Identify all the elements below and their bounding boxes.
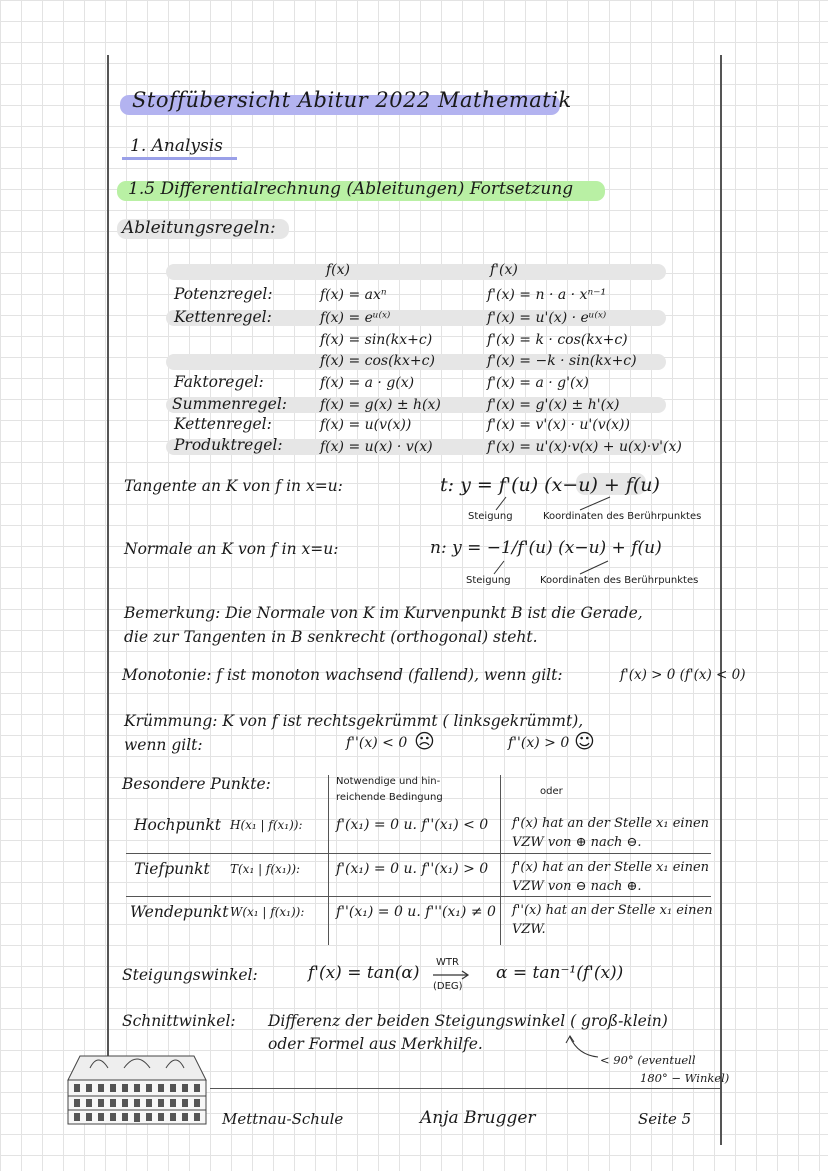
point-name: Hochpunkt bbox=[134, 816, 222, 834]
kruemmung-line2: wenn gilt: bbox=[124, 736, 203, 754]
steigungswinkel-arrow-bottom: (DEG) bbox=[433, 981, 463, 992]
kruemmung-cond-left: f''(x) > 0 bbox=[508, 735, 570, 751]
footer-school: Mettnau-Schule bbox=[222, 1110, 344, 1128]
point-cond: f''(x₁) = 0 u. f'''(x₁) ≠ 0 bbox=[336, 904, 496, 920]
point-alt2: VZW von ⊖ nach ⊕. bbox=[512, 879, 642, 894]
monotonie-text: Monotonie: f ist monoton wachsend (fallend), wenn gilt: bbox=[122, 666, 563, 684]
subsection-heading: 1.5 Differentialrechnung (Ableitungen) Fortsetzung bbox=[128, 179, 574, 199]
point-alt2: VZW. bbox=[512, 922, 546, 937]
arrow-right-icon bbox=[431, 970, 471, 980]
normale-formula: n: y = −1/f'(u) (x−u) + f(u) bbox=[430, 538, 662, 558]
point-coord: H(x₁ | f(x₁)): bbox=[230, 818, 303, 832]
rule-f: f(x) = cos(kx+c) bbox=[320, 353, 435, 369]
point-alt2: VZW von ⊕ nach ⊖. bbox=[512, 835, 642, 850]
point-alt1: f'(x) hat an der Stelle x₁ einen bbox=[512, 816, 710, 831]
rule-f: f(x) = a · g(x) bbox=[320, 375, 415, 391]
schnittwinkel-line2: oder Formel aus Merkhilfe. bbox=[268, 1035, 483, 1053]
tangente-label: Tangente an K von f in x=u: bbox=[124, 477, 343, 495]
rule-f: f(x) = u(x) · v(x) bbox=[320, 439, 433, 455]
punkte-col-notw-1: Notwendige und hin- bbox=[336, 776, 441, 787]
schnittwinkel-arrow bbox=[562, 1033, 602, 1061]
rule-fprime: f'(x) = k · cos(kx+c) bbox=[487, 332, 628, 348]
point-name: Tiefpunkt bbox=[134, 860, 210, 878]
page-title: Stoffübersicht Abitur 2022 Mathematik bbox=[132, 88, 572, 112]
section-heading: 1. Analysis bbox=[130, 136, 223, 156]
schnittwinkel-note1: < 90° (eventuell bbox=[600, 1053, 696, 1067]
rule-f: f(x) = sin(kx+c) bbox=[320, 332, 433, 348]
schnittwinkel-note2: 180° − Winkel) bbox=[640, 1071, 730, 1085]
rules-heading: Ableitungsregeln: bbox=[122, 218, 276, 238]
sad-face-icon: ☹ bbox=[414, 729, 435, 753]
rules-col-f: f(x) bbox=[326, 262, 351, 278]
rule-fprime: f'(x) = u'(x) · eᵘ⁽ˣ⁾ bbox=[487, 310, 607, 326]
rule-fprime: f'(x) = n · a · xⁿ⁻¹ bbox=[487, 287, 607, 303]
rule-fprime: f'(x) = u'(x)·v(x) + u(x)·v'(x) bbox=[487, 439, 682, 455]
right-margin-line bbox=[720, 55, 722, 1145]
bemerkung-line2: die zur Tangenten in B senkrecht (orthogonal) steht. bbox=[124, 628, 538, 646]
point-alt1: f''(x) hat an der Stelle x₁ einen bbox=[512, 903, 713, 918]
table-col-line-1 bbox=[328, 775, 329, 945]
section-underline bbox=[122, 157, 237, 160]
normale-note-slope: Steigung bbox=[466, 575, 511, 586]
footer-line bbox=[210, 1088, 720, 1089]
point-cond: f'(x₁) = 0 u. f''(x₁) > 0 bbox=[336, 861, 489, 877]
happy-face-icon: ☺ bbox=[574, 729, 595, 753]
rule-name: Kettenregel: bbox=[174, 415, 272, 433]
rule-f: f(x) = axⁿ bbox=[320, 287, 387, 303]
tangente-note-point: Koordinaten des Berührpunktes bbox=[543, 511, 702, 522]
rules-header-highlight bbox=[166, 264, 666, 280]
point-coord: T(x₁ | f(x₁)): bbox=[230, 862, 301, 876]
point-coord: W(x₁ | f(x₁)): bbox=[230, 905, 305, 919]
tangente-arrows bbox=[470, 494, 640, 512]
point-alt1: f'(x) hat an der Stelle x₁ einen bbox=[512, 860, 710, 875]
punkte-heading: Besondere Punkte: bbox=[122, 775, 271, 793]
steigungswinkel-label: Steigungswinkel: bbox=[122, 966, 258, 984]
kruemmung-cond-right: f''(x) < 0 bbox=[346, 735, 408, 751]
normale-label: Normale an K von f in x=u: bbox=[124, 540, 339, 558]
bemerkung-line1: Bemerkung: Die Normale von K im Kurvenpunkt B ist die Gerade, bbox=[124, 604, 643, 622]
tangente-note-slope: Steigung bbox=[468, 511, 513, 522]
tangente-formula: t: y = f'(u) (x−u) + f(u) bbox=[440, 474, 660, 496]
steigungswinkel-formula-right: α = tan⁻¹(f'(x)) bbox=[496, 963, 624, 983]
rule-name: Faktoregel: bbox=[174, 373, 264, 391]
left-margin-line bbox=[107, 55, 109, 1120]
point-cond: f'(x₁) = 0 u. f''(x₁) < 0 bbox=[336, 817, 489, 833]
table-col-line-2 bbox=[500, 775, 501, 945]
steigungswinkel-arrow-top: WTR bbox=[436, 957, 459, 968]
rule-f: f(x) = g(x) ± h(x) bbox=[320, 397, 441, 413]
footer-author: Anja Brugger bbox=[420, 1108, 536, 1128]
footer-page: Seite 5 bbox=[638, 1110, 692, 1128]
rule-fprime: f'(x) = −k · sin(kx+c) bbox=[487, 353, 637, 369]
rule-name: Produktregel: bbox=[174, 436, 283, 454]
rule-name: Summenregel: bbox=[172, 395, 288, 413]
rule-name: Potenzregel: bbox=[174, 285, 273, 303]
schnittwinkel-label: Schnittwinkel: bbox=[122, 1012, 236, 1030]
rule-fprime: f'(x) = g'(x) ± h'(x) bbox=[487, 397, 620, 413]
rule-name: Kettenregel: bbox=[174, 308, 272, 326]
table-row-line-1 bbox=[126, 853, 711, 854]
rule-fprime: f'(x) = a · g'(x) bbox=[487, 375, 589, 391]
punkte-col-oder: oder bbox=[540, 786, 563, 797]
steigungswinkel-formula-left: f'(x) = tan(α) bbox=[308, 963, 420, 983]
rule-f: f(x) = u(v(x)) bbox=[320, 417, 412, 433]
rule-f: f(x) = eᵘ⁽ˣ⁾ bbox=[320, 310, 391, 326]
point-name: Wendepunkt bbox=[130, 903, 229, 921]
normale-note-point: Koordinaten des Berührpunktes bbox=[540, 575, 699, 586]
normale-arrows bbox=[470, 558, 640, 576]
monotonie-formula: f'(x) > 0 (f'(x) < 0) bbox=[620, 667, 746, 683]
school-building-logo bbox=[62, 1046, 212, 1128]
schnittwinkel-line1: Differenz der beiden Steigungswinkel ( groß-klein) bbox=[268, 1012, 668, 1030]
punkte-col-notw-2: reichende Bedingung bbox=[336, 792, 443, 803]
rule-fprime: f'(x) = v'(x) · u'(v(x)) bbox=[487, 417, 630, 433]
rules-col-fprime: f'(x) bbox=[490, 262, 518, 278]
kruemmung-line1: Krümmung: K von f ist rechtsgekrümmt ( linksgekrümmt), bbox=[124, 712, 584, 730]
table-row-line-2 bbox=[126, 896, 711, 897]
